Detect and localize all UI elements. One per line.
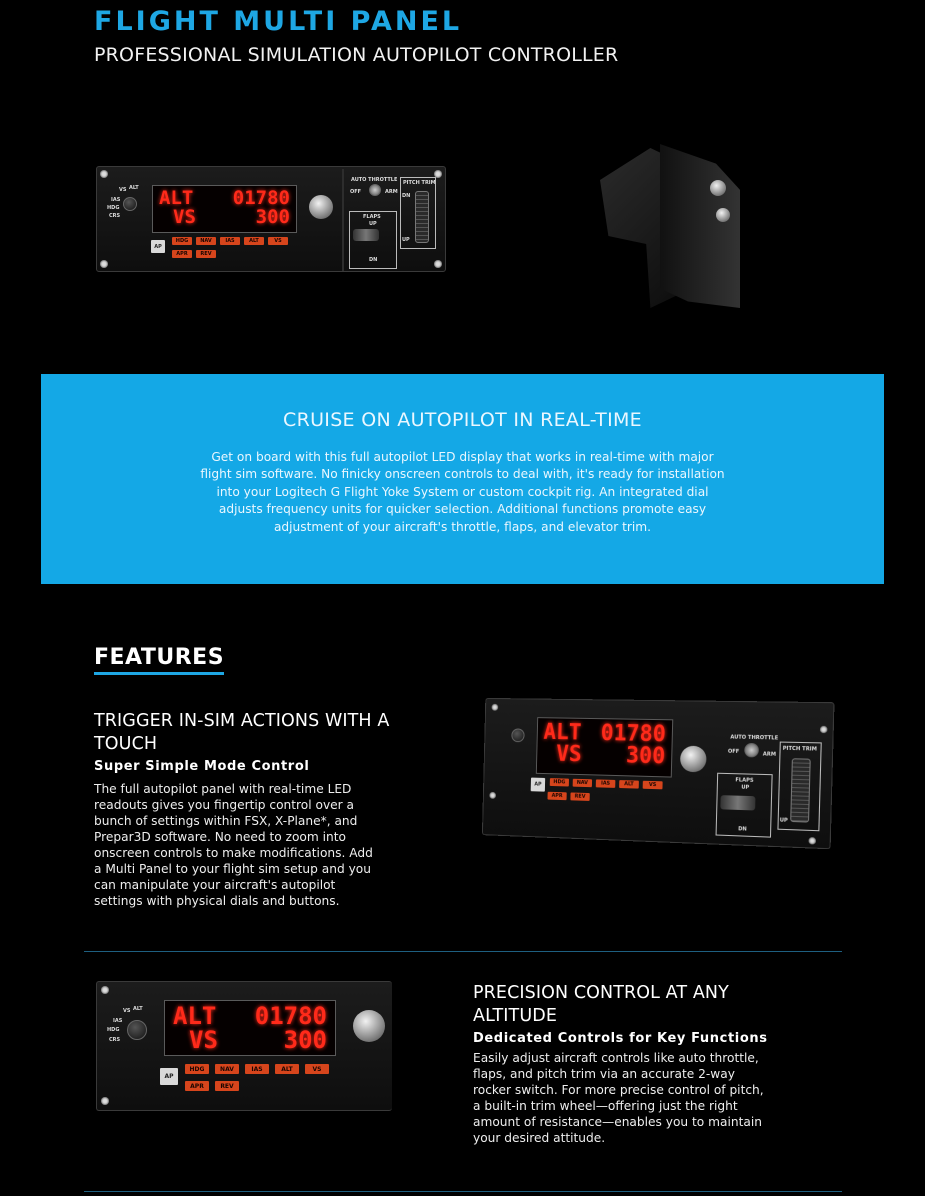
led-display (536, 717, 673, 777)
hero-title: FLIGHT MULTI PANEL (94, 6, 463, 37)
hdg-button: HDG (550, 778, 569, 786)
arm-label: ARM (762, 751, 777, 758)
screw-icon (492, 704, 499, 711)
mode-selector-knob (511, 728, 524, 742)
led-value: 300 (283, 1026, 327, 1054)
selector-label: ALT (133, 1006, 143, 1012)
pitch-trim-label: PITCH TRIM (782, 745, 818, 753)
alt-button: ALT (244, 237, 264, 245)
ap-button: AP (531, 778, 546, 792)
led-mode-label: VS (173, 206, 196, 228)
selector-label: IAS (111, 197, 121, 203)
flaps-lever (353, 229, 379, 241)
vs-button: VS (643, 781, 663, 790)
flaps-up-label: UP (369, 221, 377, 227)
selector-label: CRS (109, 1037, 121, 1043)
banner-title: CRUISE ON AUTOPILOT IN REAL-TIME (283, 409, 642, 431)
feature-body: Easily adjust aircraft controls like auto throttle, flaps, and pitch trim via an accurate 2-way rocker switch. For more precise control of pitch, a built-in trim wheel—offering just the right amount of resistance—enables you to maintain your desired attitude. (473, 1051, 764, 1145)
nav-button: NAV (573, 779, 592, 787)
feature-subheading: Super Simple Mode Control (94, 759, 310, 774)
vs-button: VS (305, 1064, 329, 1074)
led-value: 01780 (600, 721, 667, 748)
off-label: OFF (350, 189, 362, 195)
led-value: 300 (255, 206, 290, 228)
selector-label: VS (119, 187, 127, 193)
auto-throttle-label: AUTO THROTTLE (730, 734, 779, 742)
feature-heading: PRECISION CONTROL AT ANY ALTITUDE (473, 983, 729, 1026)
multi-panel-side-image (580, 140, 780, 320)
led-mode-label: VS (555, 741, 582, 768)
trim-up-label: UP (402, 237, 410, 243)
vs-button: VS (268, 237, 288, 245)
led-mode-label: ALT (173, 1002, 217, 1030)
trim-up-label: UP (779, 817, 788, 824)
screw-icon (100, 170, 108, 178)
rev-button: REV (215, 1081, 239, 1091)
hero-subtitle: PROFESSIONAL SIMULATION AUTOPILOT CONTROLLER (94, 44, 619, 66)
autopilot-banner (41, 374, 884, 584)
flaps-label: FLAPS (735, 777, 754, 784)
led-mode-label: ALT (543, 720, 582, 746)
multi-panel-angled-image (482, 698, 835, 849)
mode-selector-knob (127, 1020, 147, 1040)
side-knob (716, 208, 730, 222)
led-mode-label: ALT (159, 187, 194, 209)
banner-text: Get on board with this full autopilot LED display that works in real-time with major flight sim software. No finicky onscreen controls to deal with, it's ready for installation into your Logitech G Flight Yoke System or custom cockpit rig. An integrated dial adjusts frequency units for quicker selection. Additional functions promote easy adjustment of your aircraft's throttle, flaps, and elevator trim. (200, 450, 725, 534)
ap-button: AP (151, 240, 165, 253)
selector-label: IAS (113, 1018, 123, 1024)
screw-icon (808, 837, 816, 845)
screw-icon (101, 1097, 109, 1105)
value-dial-knob (353, 1010, 385, 1042)
feature-subheading: Dedicated Controls for Key Functions (473, 1031, 768, 1046)
alt-button: ALT (275, 1064, 299, 1074)
multi-panel-closeup-image (96, 981, 392, 1111)
apr-button: APR (185, 1081, 209, 1091)
selector-label: CRS (109, 213, 121, 219)
arm-label: ARM (385, 189, 398, 195)
ias-button: IAS (220, 237, 240, 245)
flaps-up-label: UP (741, 784, 750, 791)
screw-icon (100, 260, 108, 268)
feature-body: The full autopilot panel with real-time LED readouts gives you fingertip control over a bunch of settings within FSX, X-Plane*, and Prepar3D software. No need to zoom into onscreen controls to make modifications. Add a Multi Panel to your flight sim setup and you can manipulate your aircraft's autopilot settings with physical dials and buttons. (94, 782, 373, 908)
screw-icon (101, 986, 109, 994)
hdg-button: HDG (185, 1064, 209, 1074)
led-value: 01780 (232, 187, 290, 209)
led-mode-label: VS (189, 1026, 218, 1054)
screw-icon (434, 260, 442, 268)
ap-button: AP (160, 1068, 178, 1085)
section-divider (84, 1191, 842, 1192)
trim-wheel (790, 758, 811, 822)
selector-label: ALT (129, 185, 139, 191)
multi-panel-front-image (96, 166, 446, 272)
flaps-dn-label: DN (369, 257, 378, 263)
side-knob (710, 180, 726, 196)
section-divider (84, 951, 842, 952)
screw-icon (489, 792, 496, 799)
features-title: FEATURES (94, 645, 224, 675)
ias-button: IAS (596, 779, 616, 787)
mode-selector-knob (123, 197, 137, 211)
selector-label: VS (123, 1008, 131, 1014)
selector-label: HDG (107, 1027, 120, 1033)
alt-button: ALT (619, 780, 639, 789)
auto-throttle-label: AUTO THROTTLE (351, 177, 398, 183)
value-dial-knob (680, 746, 707, 773)
flaps-label: FLAPS (363, 214, 381, 220)
ias-button: IAS (245, 1064, 269, 1074)
led-display (164, 1000, 336, 1056)
rev-button: REV (196, 250, 216, 258)
feature-heading: TRIGGER IN-SIM ACTIONS WITH A TOUCH (94, 711, 390, 754)
led-value: 300 (625, 743, 666, 770)
pitch-trim-label: PITCH TRIM (403, 180, 436, 186)
rev-button: REV (570, 792, 589, 800)
apr-button: APR (172, 250, 192, 258)
apr-button: APR (547, 792, 566, 800)
side-front-plate (660, 144, 740, 308)
throttle-switch (369, 184, 381, 196)
led-display (152, 185, 297, 233)
value-dial-knob (309, 195, 333, 219)
screw-icon (820, 726, 828, 733)
off-label: OFF (727, 748, 740, 755)
flaps-lever (720, 795, 755, 810)
trim-wheel (415, 191, 429, 243)
throttle-switch (744, 743, 759, 758)
flaps-dn-label: DN (738, 826, 747, 833)
nav-button: NAV (196, 237, 216, 245)
nav-button: NAV (215, 1064, 239, 1074)
hdg-button: HDG (172, 237, 192, 245)
selector-label: HDG (107, 205, 120, 211)
trim-dn-label: DN (402, 193, 411, 199)
led-value: 01780 (254, 1002, 327, 1030)
